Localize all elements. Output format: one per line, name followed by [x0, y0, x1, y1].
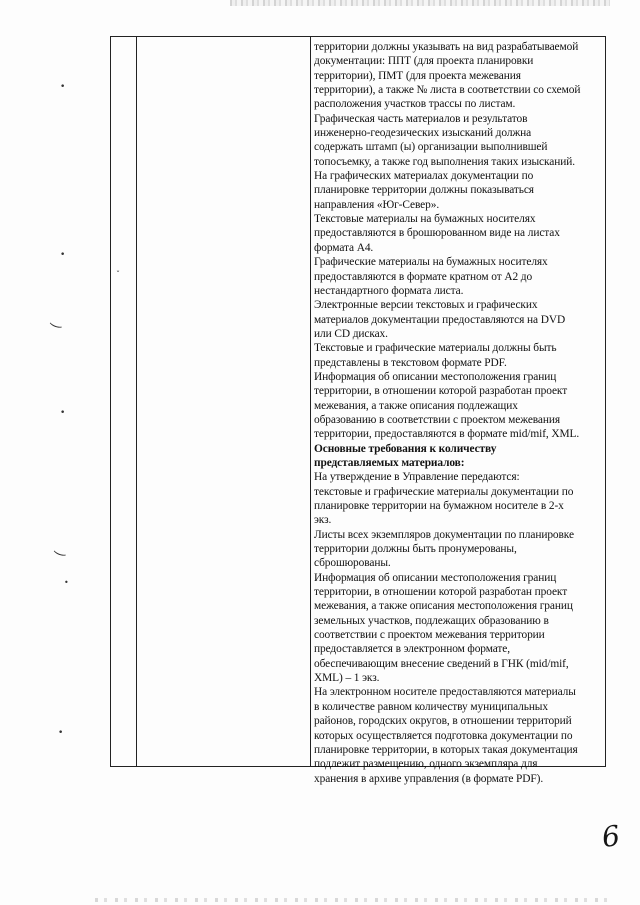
paragraph-text-materials-format: Текстовые материалы на бумажных носителях предоставляются в брошюрованном виде на листах формата А4.: [314, 213, 560, 254]
requirements-cell-text: [314, 40, 604, 786]
binding-hole-mark: •: [60, 408, 66, 418]
paragraph-sheet-numbering: Листы всех экземпляров документации по планировке территории должны быть пронумерованы, сброшюрованы.: [314, 528, 574, 570]
paragraph-boundary-info-electronic: Информация об описании местоположения границ территории, в отношении которой разработан проект межевания, а также описания местоположения границ земельных участков, подлежащих образованию в соответствии с проектом межевания территории предоставляется в электронном формате, обеспечивающим внесение сведений в ГНК (mid/mif, XML) – 1 экз.: [314, 571, 573, 685]
binding-hole-mark: •: [60, 250, 66, 260]
paragraph-electronic-archive-copies: На электронном носителе предоставляются материалы в количестве равном количеству муниципальных районов, городских округов, в отношении территорий которых осуществляется подготовка документации по планировке территории, в которых такая документация подлежит размещению, одного экземпляра для хранения в архиве управления (в формате PDF).: [314, 686, 578, 785]
binding-hole-mark: •: [58, 728, 64, 738]
paragraph-approval-submission: На утверждение в Управление передаются: текстовые и графические материалы документации по планировке территории на бумажном носителе в 2-х экз.: [314, 471, 574, 527]
table-column-divider-2: [310, 36, 311, 767]
scan-speck: ˇ: [116, 270, 120, 279]
scan-noise-bottom: [95, 898, 615, 902]
paragraph-north-south-direction: На графических материалах документации по планировке территории должны показываться направления «Юг-Север».: [314, 170, 534, 211]
binding-hole-mark: ‿: [53, 538, 70, 558]
paragraph-graphic-survey-stamp: Графическая часть материалов и результатов инженерно-геодезических изысканий должна содержать штамп (ы) организации выполнившей топосъемку, а также год выполнения таких изысканий.: [314, 112, 575, 168]
binding-hole-mark: ‿: [49, 310, 66, 330]
paragraph-sheet-labeling: территории должны указывать на вид разрабатываемой документации: ППТ (для проекта планировки территории), ПМТ (для проекта межевания территории), а также № листа в соответствии со схемой расположения участков трассы по листам.: [314, 41, 581, 111]
paragraph-graphic-materials-format: Графические материалы на бумажных носителях предоставляются в формате кратном от А2 до нестандартного формата листа.: [314, 256, 548, 297]
binding-hole-mark: •: [60, 82, 66, 92]
paragraph-boundary-info-format: Информация об описании местоположения границ территории, в отношении которой разработан проект межевания, а также описания подлежащих образованию в соответствии с проектом межевания территории, предоставляются в формате mid/mif, XML.: [314, 370, 580, 441]
scan-noise-top: [230, 0, 610, 6]
scan-speck: •: [64, 578, 69, 587]
page-number: 6: [599, 818, 623, 855]
paragraph-electronic-versions: Электронные версии текстовых и графических материалов документации предоставляются на DVD или CD дисках.: [314, 299, 566, 340]
table-column-divider-1: [136, 36, 137, 767]
section-heading-material-quantity: Основные требования к количеству представляемых материалов:: [314, 442, 497, 469]
paragraph-pdf-format: Текстовые и графические материалы должны быть представлены в текстовом формате PDF.: [314, 342, 557, 369]
